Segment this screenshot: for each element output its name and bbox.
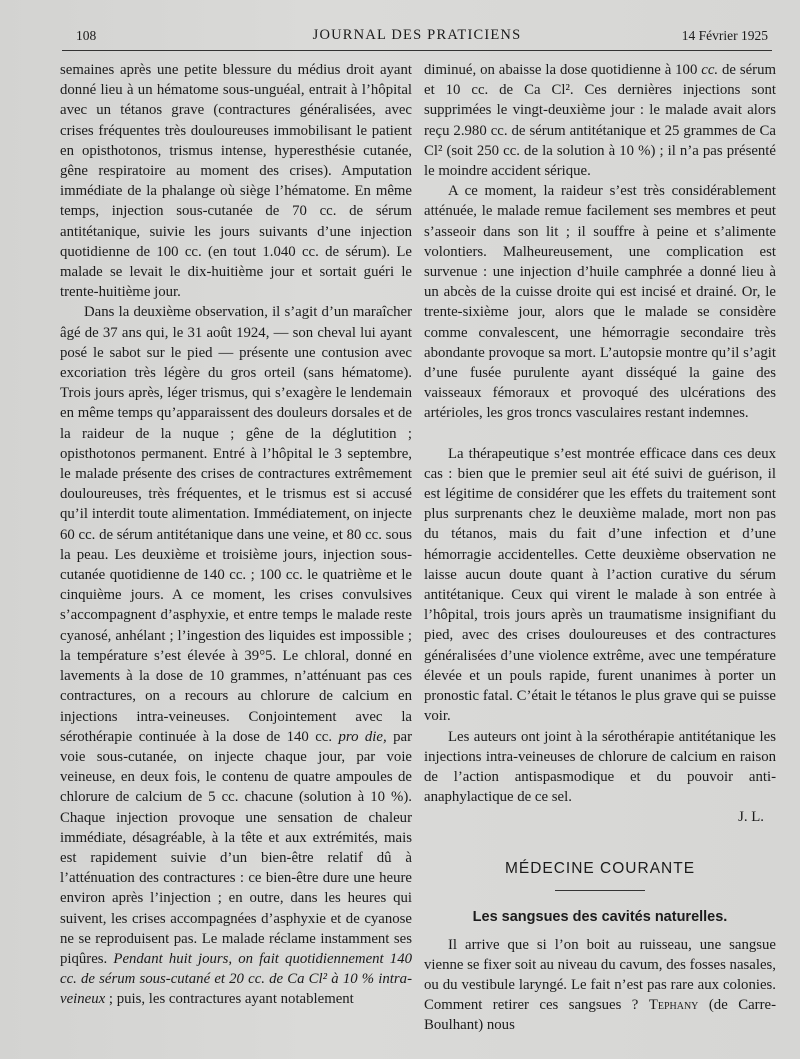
issue-date: 14 Février 1925 [681,28,768,43]
case-two-italic: pro die, [338,728,387,745]
signature: J. L. [738,809,764,826]
paragraph-complication: A ce moment, la raideur s’est très considérablement atténuée, le malade remue facilement ses membres et peut s’asseoir dans son lit ; il souffre à peine et s’alimente volontiers. Malheureusement, une complication est survenue : une injection d’huile camphrée a donné lieu à un abcès de la cuisse droite qui est incisé et drainé. Or, le trente-sixième jour, alors que le malade se considère comme convalescent, une hémorragie secondaire très abondante provoque sa mort. L’autopsie montre qu’il s’agit d’une fusée purulente ayant disséqué la gaine des vaisseaux fémoraux et provoqué des ulcérations des artérioles, les gros troncs vasculaires restant indemnes. [424,183,776,422]
right-column [424,60,776,1036]
case-two-text: Dans la deuxième observation, il s’agit d’un maraîcher âgé de 37 ans qui, le 31 août 1924, — son cheval lui ayant posé le sabot sur le pied — présente une contusion avec excoriation très légère du gros orteil (sans hématome). Trois jours après, léger trismus, qui s’exagère le lendemain en même temps qu’apparaissent des douleurs dorsales et de la raideur de la nuque ; gêne de la déglutition ; opisthotonos permanent. Entré à l’hôpital le 3 septembre, le malade présente des crises de contractures extrêmement douloureuses, très fréquentes, et le trismus est si accusé qu’il interdit toute alimentation. Immédiatement, on injecte 60 cc. de sérum antitétanique dans une veine, et 80 cc. sous la peau. Les deuxième et troisième jours, injection sous-cutanée quotidienne de 140 cc. ; 100 cc. le quatrième et le cinquième jours. A ce moment, les crises convulsives s’accompagnent d’asphyxie, et entre temps le malade reste cyanosé, anhélant ; l’ingestion des liquides est impossible ; la température s’est élevée à 39°5. Le chloral, donné en lavements à la dose de 10 grammes, n’atténuant pas ces contractures, on a recours au chlorure de calcium en injections intra-veineuses. Conjointement avec la sérothérapie continuée à la dose de 140 cc. [60,304,412,745]
paragraph-case-two [60,302,412,1009]
left-column [60,60,412,1010]
article-title: Les sangsues des cavités naturelles. [472,908,728,925]
paragraph-leeches [424,935,776,1036]
paragraph-gap [424,424,776,444]
section-title: MÉDECINE COURANTE [504,859,696,877]
page-header [62,24,772,51]
case-two-text-c: ; puis, les contractures ayant notablement [108,991,354,1008]
continuation-italic: cc. [701,62,719,78]
leeches-text: Il arrive que si l’on boit au ruisseau, une sangsue vienne se fixer soit au niveau du cavum, des fosses nasales, ou du vestibule laryngé. Le fait n’est pas rare aux colonies. Comment retirer ces sangsues ? [424,936,776,1014]
continuation-text: diminué, on abaisse la dose quotidienne à 100 [424,62,698,78]
journal-title: JOURNAL DES PRATICIENS [312,27,522,43]
case-two-italic-b: Pendant huit jours, on fait quotidiennement 140 cc. de sérum sous-cutané et 20 cc. de Ca Cl² à 10 % intra-veineux [60,950,412,1008]
case-two-text-b: par voie sous-cutanée, on injecte chaque jour, par voie veineuse, en deux fois, le contenu de quatre ampoules de chlorure de calcium de 5 cc. chacune (solution à 10 %). Chaque injection provoque une sensation de chaleur immédiate, désagréable, à la tête et aux extrémités, mais est rapidement suivie d’un bien-être relatif dû à l’atténuation des contractures : ce bien-être dure une heure environ après l’injection ; en outre, dans les heures qui suivent, les crises accompagnées d’asphyxie et de cyanose ne se reproduisent pas. Le malade réclame instamment ses piqûres. [60,728,413,967]
paragraph-continuation [424,60,776,181]
continuation-text-b: de sérum et 10 cc. de Ca Cl². Ces dernières injections sont supprimées le vingt-deuxième jour : le malade avait alors reçu 2.980 cc. de sérum antitétanique et 25 grammes de Ca Cl² (soit 250 cc. de la solution à 10 %) ; il n’a pas présenté le moindre accident sérique. [424,62,776,180]
paragraph-authors: Les auteurs ont joint à la sérothérapie antitétanique les injections intra-veineuses de chlorure de calcium en raison de l’action antispasmodique et du pouvoir anti-anaphylactique de ce sel. [424,728,776,806]
section-divider [555,890,645,891]
author-name: Tephany [648,997,699,1014]
paragraph-case-one: semaines après une petite blessure du médius droit ayant donné lieu à un hématome sous-unguéal, entrait à l’hôpital avec un tétanos grave (contractures généralisées, avec crises fréquentes très douloureuses immobilisant le patient en opisthotonos, trismus intense, hyperesthésie cutanée, gêne respiratoire au moment des crises). Amputation immédiate de la phalange où siège l’hématome. En même temps, injection sous-cutanée de 70 cc. de sérum antitétanique, suivie les jours suivants d’une injection quotidienne de 100 cc. (en tout 1.040 cc. de sérum). Le malade se levait le dix-huitième jour et sortait guéri le trente-huitième jour. [60,62,412,301]
page-number: 108 [76,28,97,43]
paragraph-therapy: La thérapeutique s’est montrée efficace dans ces deux cas : bien que le premier seul ait été suivi de guérison, il est légitime de considérer que les effets du traitement sont plus surprenants chez le deuxième malade, mort non pas du tétanos, mais du fait d’une infection et d’une hémorragie accidentelles. Cette deuxième observation ne laisse aucun doute quant à l’action curative du sérum antitétanique. Ceux qui virent le malade à son entrée à l’hôpital, trois jours après un traumatisme insignifiant du pied, avec des crises douloureuses et des contractures généralisées d’une violence extrême, avec une température élevée et un pouls rapide, furent unanimes à porter un pronostic fatal. C’était le tétanos le plus grave qui se puisse voir. [424,445,776,725]
leeches-text-b: (de Carre-Boulhant) nous [424,997,777,1034]
